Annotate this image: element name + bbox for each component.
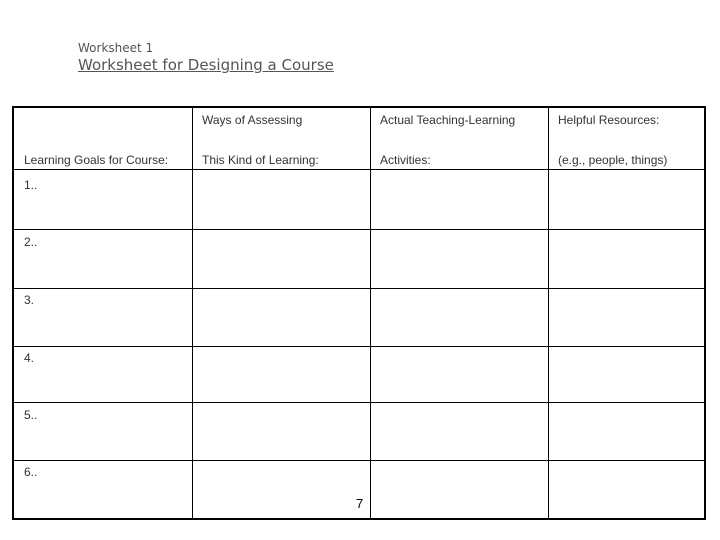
goal-row-label: 6.. <box>24 465 38 479</box>
goal-row-label: 3. <box>24 293 35 307</box>
header-examples: (e.g., people, things) <box>558 153 668 167</box>
header-helpful-resources: Helpful Resources: <box>558 113 660 127</box>
row-divider-5 <box>14 460 704 461</box>
goal-row-label: 1.. <box>24 178 38 192</box>
header-ways-of-assessing: Ways of Assessing <box>202 113 303 127</box>
worksheet-number: Worksheet 1 <box>78 41 154 55</box>
row-divider-1 <box>14 229 704 230</box>
worksheet-title: Worksheet for Designing a Course <box>78 56 334 74</box>
goal-row-label: 4. <box>24 351 35 365</box>
row-divider-4 <box>14 402 704 403</box>
header-divider <box>14 169 704 170</box>
goal-row-label: 5.. <box>24 408 38 422</box>
header-this-kind-of-learning: This Kind of Learning: <box>202 153 319 167</box>
header-activities: Activities: <box>380 153 431 167</box>
header-learning-goals: Learning Goals for Course: <box>24 153 169 167</box>
goal-row-label: 2.. <box>24 235 38 249</box>
header-teaching-learning: Actual Teaching-Learning <box>380 113 516 127</box>
course-design-table <box>12 106 706 520</box>
page-number: 7 <box>356 496 364 511</box>
row-divider-2 <box>14 288 704 289</box>
row-divider-3 <box>14 346 704 347</box>
